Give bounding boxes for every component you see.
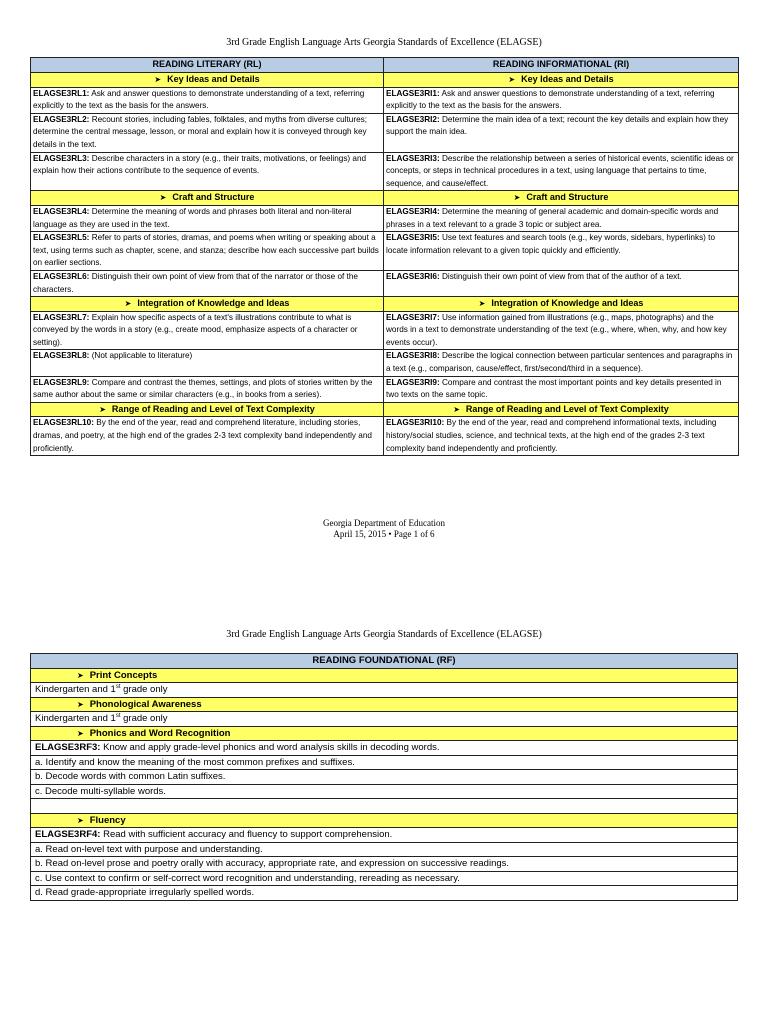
- standard-cell: [384, 232, 739, 271]
- footer-department: Georgia Department of Education: [322, 518, 446, 528]
- standard-text: Read with sufficient accuracy and fluency to support comprehension.: [100, 829, 393, 840]
- rf-row: [31, 813, 738, 828]
- standard-cell: [31, 87, 384, 113]
- column-header: READING LITERARY (RL): [31, 58, 384, 73]
- arrow-bullet-icon: ➤: [453, 404, 460, 414]
- standard-text: Use information gained from illustrations (e.g., maps, photographs) and the words in a text to demonstrate understanding of the text (e.g., where, when, why, and how key events occur).: [386, 312, 727, 347]
- standard-text: Explain how specific aspects of a text's illustrations contribute to what is conveyed by the words in a story (e.g., create mood, emphasize aspects of a character or setting).: [33, 312, 358, 347]
- section-label: Craft and Structure: [526, 192, 609, 203]
- standard-text: Know and apply grade-level phonics and word analysis skills in decoding words.: [100, 742, 440, 753]
- standard-code: ELAGSE3RL10:: [33, 418, 94, 428]
- rf-row: [31, 828, 738, 843]
- standard-code: ELAGSE3RL9:: [33, 377, 90, 387]
- blank-cell: [31, 799, 738, 814]
- section-label: Fluency: [89, 814, 126, 826]
- section-header: [31, 73, 384, 88]
- standard-code: ELAGSE3RF3:: [35, 742, 101, 753]
- substandard-cell: a. Identify and know the meaning of the most common prefixes and suffixes.: [31, 755, 738, 770]
- standard-cell: [31, 376, 384, 402]
- column-header: READING INFORMATIONAL (RI): [384, 58, 739, 73]
- standard-cell: [31, 152, 384, 191]
- standard-code: ELAGSE3RI10:: [386, 418, 445, 428]
- standard-row: [31, 87, 739, 113]
- standard-text: By the end of the year, read and comprehend literature, including stories, dramas, and poetry, at the high end of the grades 2-3 text complexity band independently and proficiently.: [33, 418, 372, 453]
- grade-text-end: grade only: [120, 684, 168, 695]
- section-header-row: [31, 73, 739, 88]
- standard-row: [31, 350, 739, 376]
- arrow-bullet-icon: ➤: [478, 299, 486, 309]
- page-title-2: 3rd Grade English Language Arts Georgia Standards of Excellence (ELAGSE): [226, 629, 542, 640]
- standard-code: ELAGSE3RL4:: [33, 206, 90, 216]
- table-header-row: [31, 58, 739, 73]
- standard-code: ELAGSE3RI1:: [386, 88, 440, 98]
- table-header: READING FOUNDATIONAL (RF): [31, 654, 738, 669]
- arrow-bullet-icon: ➤: [77, 699, 84, 709]
- rf-row: [31, 683, 738, 698]
- standard-cell: [31, 741, 738, 756]
- standard-cell: [31, 311, 384, 350]
- standard-row: [31, 232, 739, 271]
- grade-text-end: grade only: [120, 713, 168, 724]
- section-label: Print Concepts: [89, 669, 158, 681]
- arrow-bullet-icon: ➤: [508, 75, 516, 84]
- arrow-bullet-icon: ➤: [77, 815, 84, 825]
- standard-row: [31, 113, 739, 152]
- section-header: [384, 402, 739, 417]
- grade-text: Kindergarten and 1: [35, 713, 116, 724]
- standard-code: ELAGSE3RL1:: [33, 88, 90, 98]
- standard-text: Refer to parts of stories, dramas, and poems when writing or speaking about a text, using terms such as chapter, scene, and stanza; describe how each successive part builds on earlier sections.: [33, 233, 379, 268]
- section-label: Key Ideas and Details: [521, 74, 614, 84]
- section-header-row: [31, 297, 739, 312]
- rf-row: [31, 857, 738, 872]
- standard-text: Distinguish their own point of view from that of the narrator or those of the characters.: [33, 271, 358, 294]
- section-header: [31, 402, 384, 417]
- rf-row: [31, 668, 738, 683]
- arrow-bullet-icon: ➤: [154, 75, 162, 84]
- standard-text: Determine the meaning of general academic and domain-specific words and phrases in a text relevant to a grade 3 topic or subject area.: [386, 206, 719, 229]
- standard-text: Ask and answer questions to demonstrate understanding of a text, referring explicitly to the text as the basis for the answers.: [386, 88, 715, 111]
- section-header-row: [31, 191, 739, 206]
- standard-text: Use text features and search tools (e.g., key words, sidebars, hyperlinks) to locate information relevant to a given topic quickly and efficiently.: [386, 233, 716, 255]
- standard-code: ELAGSE3RL6:: [33, 271, 90, 281]
- standard-cell: [31, 828, 738, 843]
- standard-text: Ask and answer questions to demonstrate understanding of a text, referring explicitly to the text as the basis for the answers.: [33, 88, 365, 111]
- standard-cell: [31, 232, 384, 271]
- page-title: 3rd Grade English Language Arts Georgia Standards of Excellence (ELAGSE): [226, 37, 542, 48]
- rf-row: [31, 784, 738, 799]
- grade-ordinal: st: [115, 712, 121, 719]
- standard-code: ELAGSE3RL7:: [33, 312, 90, 322]
- arrow-bullet-icon: ➤: [77, 670, 84, 680]
- standard-row: [31, 205, 739, 231]
- arrow-bullet-icon: ➤: [99, 404, 106, 414]
- grade-text: Kindergarten and 1: [35, 684, 116, 695]
- standard-row: [31, 311, 739, 350]
- grade-note: [31, 683, 738, 698]
- standard-code: ELAGSE3RI4:: [386, 206, 440, 216]
- standard-row: [31, 152, 739, 191]
- standard-cell: [384, 152, 739, 191]
- standard-code: ELAGSE3RI8:: [386, 351, 440, 361]
- section-label: Craft and Structure: [172, 192, 255, 203]
- standard-text: Describe the relationship between a series of historical events, scientific ideas or concepts, or steps in technical procedures in a text, using language that pertains to time, sequence, and cause/effect.: [386, 153, 734, 188]
- page-footer: [0, 518, 768, 540]
- arrow-bullet-icon: ➤: [124, 299, 132, 309]
- standard-cell: [384, 376, 739, 402]
- section-header: [384, 73, 739, 88]
- standard-text: Describe the logical connection between particular sentences and paragraphs in a text (e.g., comparison, cause/effect, first/second/third in a sequence).: [386, 351, 733, 374]
- rf-row: [31, 842, 738, 857]
- standard-cell: [384, 87, 739, 113]
- section-header: [384, 297, 739, 312]
- footer-date-page: April 15, 2015 • Page 1 of 6: [333, 529, 435, 539]
- standard-text: Describe characters in a story (e.g., their traits, motivations, or feelings) and explain how their actions contribute to the sequence of events.: [33, 153, 367, 176]
- section-label: Phonological Awareness: [89, 698, 202, 710]
- substandard-cell: d. Read grade-appropriate irregularly spelled words.: [31, 886, 738, 901]
- rf-row: [31, 886, 738, 901]
- rf-row: [31, 712, 738, 727]
- standard-cell: [31, 417, 384, 456]
- rf-row: [31, 697, 738, 712]
- substandard-cell: c. Use context to confirm or self-correct word recognition and understanding, rereading as necessary.: [31, 871, 738, 886]
- standard-cell: [384, 311, 739, 350]
- standard-cell: [31, 350, 384, 376]
- section-label: Integration of Knowledge and Ideas: [137, 298, 290, 309]
- rf-row: [31, 726, 738, 741]
- section-header: [31, 726, 738, 741]
- section-header: [31, 191, 384, 206]
- section-label: Phonics and Word Recognition: [89, 727, 231, 739]
- substandard-cell: a. Read on-level text with purpose and understanding.: [31, 842, 738, 857]
- arrow-bullet-icon: ➤: [77, 728, 84, 738]
- section-label: Integration of Knowledge and Ideas: [491, 298, 644, 309]
- standard-row: [31, 376, 739, 402]
- section-header: [384, 191, 739, 206]
- section-header: [31, 668, 738, 683]
- arrow-bullet-icon: ➤: [513, 193, 521, 203]
- substandard-cell: b. Decode words with common Latin suffixes.: [31, 770, 738, 785]
- standard-code: ELAGSE3RI6:: [386, 271, 440, 281]
- section-header-row: [31, 402, 739, 417]
- section-header: [31, 297, 384, 312]
- standard-code: ELAGSE3RL5:: [33, 233, 90, 243]
- standard-text: Compare and contrast the most important points and key details presented in two texts on the same topic.: [386, 377, 722, 400]
- standard-cell: [384, 205, 739, 231]
- standard-code: ELAGSE3RI7:: [386, 312, 440, 322]
- arrow-bullet-icon: ➤: [159, 193, 167, 203]
- section-header: [31, 697, 738, 712]
- reading-foundational-table: [30, 653, 738, 901]
- standard-cell: [31, 205, 384, 231]
- rf-row: [31, 799, 738, 814]
- standard-cell: [384, 270, 739, 296]
- standard-row: [31, 417, 739, 456]
- standard-text: By the end of the year, read and comprehend informational texts, including history/social studies, science, and technical texts, at the high end of the grades 2-3 text complexity band independently and proficiently.: [386, 418, 717, 453]
- standard-text: Compare and contrast the themes, settings, and plots of stories written by the same author about the same or similar characters (e.g., in books from a series).: [33, 377, 373, 400]
- rf-row: [31, 770, 738, 785]
- standard-cell: [31, 113, 384, 152]
- table-header-row: [31, 654, 738, 669]
- section-label: Key Ideas and Details: [167, 74, 260, 84]
- substandard-cell: b. Read on-level prose and poetry orally with accuracy, appropriate rate, and expression on successive readings.: [31, 857, 738, 872]
- standard-text: (Not applicable to literature): [89, 351, 193, 361]
- standard-cell: [384, 417, 739, 456]
- rf-row: [31, 871, 738, 886]
- standard-text: Determine the main idea of a text; recount the key details and explain how they support the main idea.: [386, 114, 729, 137]
- standard-text: Recount stories, including fables, folktales, and myths from diverse cultures; determine the central message, lesson, or moral and explain how it is conveyed through key details in the text.: [33, 114, 368, 149]
- standard-code: ELAGSE3RI3:: [386, 153, 440, 163]
- substandard-cell: c. Decode multi-syllable words.: [31, 784, 738, 799]
- standard-cell: [384, 113, 739, 152]
- standard-code: ELAGSE3RL3:: [33, 153, 90, 163]
- standard-text: Determine the meaning of words and phrases both literal and non-literal language as they are used in the text.: [33, 206, 352, 229]
- rf-row: [31, 755, 738, 770]
- standard-code: ELAGSE3RL8:: [33, 351, 90, 361]
- standard-code: ELAGSE3RI5:: [386, 233, 440, 243]
- standard-cell: [384, 350, 739, 376]
- section-label: Range of Reading and Level of Text Complexity: [465, 403, 669, 414]
- standard-row: [31, 270, 739, 296]
- standard-text: Distinguish their own point of view from that of the author of a text.: [439, 271, 682, 281]
- standard-code: ELAGSE3RF4:: [35, 829, 101, 840]
- standard-cell: [31, 270, 384, 296]
- grade-ordinal: st: [115, 683, 121, 690]
- standard-code: ELAGSE3RL2:: [33, 114, 90, 124]
- rf-row: [31, 741, 738, 756]
- standard-code: ELAGSE3RI2:: [386, 114, 440, 124]
- reading-standards-table: [30, 57, 739, 456]
- grade-note: [31, 712, 738, 727]
- section-header: [31, 813, 738, 828]
- standard-code: ELAGSE3RI9:: [386, 377, 440, 387]
- section-label: Range of Reading and Level of Text Complexity: [111, 403, 315, 414]
